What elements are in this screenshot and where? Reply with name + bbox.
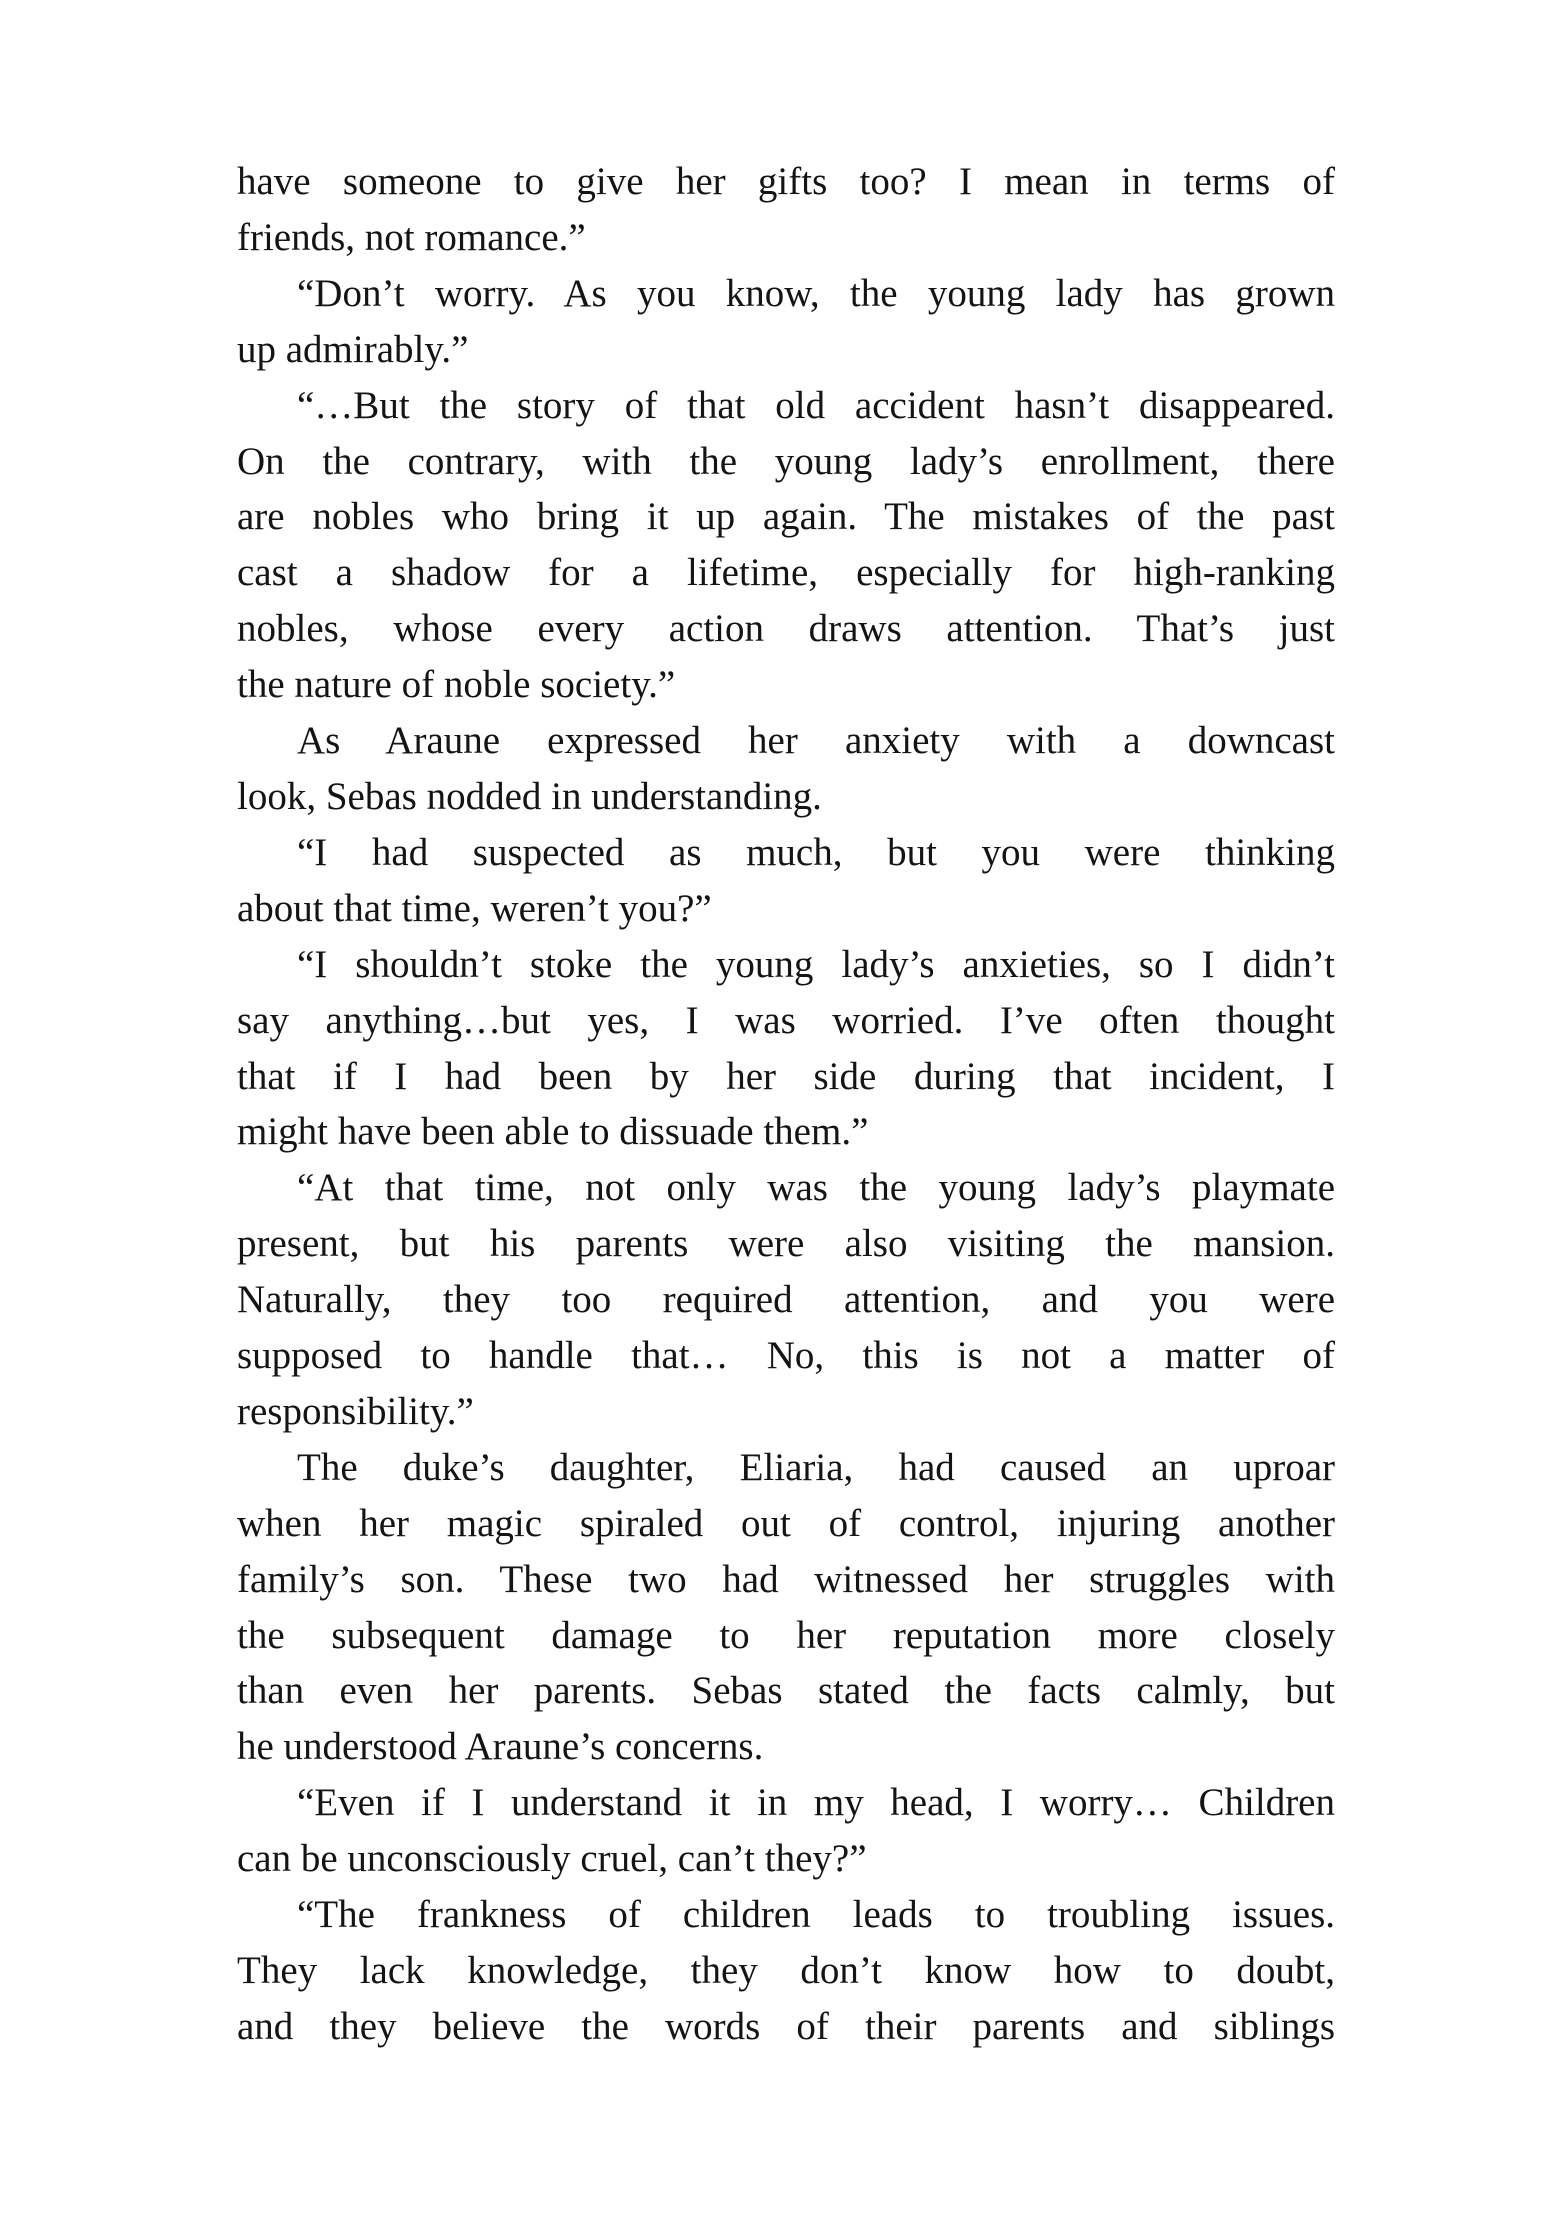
text-line: up admirably.” [237,327,469,371]
text-line: cast a shadow for a lifetime, especially for high-ranking [237,551,1335,595]
text-line: responsibility.” [237,1389,474,1433]
text-line: “I shouldn’t stoke the young lady’s anxieties, so I didn’t [297,942,1335,986]
text-line: family’s son. These two had witnessed her struggles with [237,1557,1335,1601]
text-line: when her magic spiraled out of control, injuring another [237,1501,1335,1545]
text-line: the nature of noble society.” [237,663,676,707]
text-line: and they believe the words of their parents and siblings [237,2004,1335,2048]
text-line: nobles, whose every action draws attention. That’s just [237,607,1335,651]
text-line: They lack knowledge, they don’t know how to doubt, [237,1949,1335,1992]
text-line: than even her parents. Sebas stated the facts calmly, but [237,1669,1335,1713]
text-line: can be unconsciously cruel, can’t they?” [237,1837,867,1881]
text-line: have someone to give her gifts too? I mean in terms of [237,160,1335,203]
text-line: “Even if I understand it in my head, I worry… Children [297,1781,1335,1825]
text-line: friends, not romance.” [237,215,586,259]
text-line: Naturally, they too required attention, and you were [237,1278,1335,1322]
text-line: the subsequent damage to her reputation more closely [237,1613,1335,1657]
text-line: present, but his parents were also visiting the mansion. [237,1222,1335,1266]
text-line: “At that time, not only was the young lady’s playmate [297,1166,1335,1210]
text-line: “Don’t worry. As you know, the young lady has grown [297,271,1335,315]
text-line: “I had suspected as much, but you were thinking [297,830,1335,874]
text-line: he understood Araune’s concerns. [237,1725,764,1769]
text-line: are nobles who bring it up again. The mistakes of the past [237,495,1335,539]
text-line: about that time, weren’t you?” [237,886,712,930]
text-line: As Araune expressed her anxiety with a downcast [297,719,1335,763]
text-line: look, Sebas nodded in understanding. [237,774,822,818]
page-text-block [237,154,1335,2055]
text-line: that if I had been by her side during that incident, I [237,1054,1335,1098]
text-line: say anything…but yes, I was worried. I’ve often thought [237,998,1335,1042]
text-line: supposed to handle that… No, this is not a matter of [237,1334,1335,1378]
text-line: “The frankness of children leads to troubling issues. [297,1893,1335,1937]
text-line: might have been able to dissuade them.” [237,1110,869,1154]
text-line: On the contrary, with the young lady’s enrollment, there [237,439,1335,483]
text-line: “…But the story of that old accident hasn’t disappeared. [297,383,1335,427]
text-line: The duke’s daughter, Eliaria, had caused an uproar [297,1445,1335,1489]
